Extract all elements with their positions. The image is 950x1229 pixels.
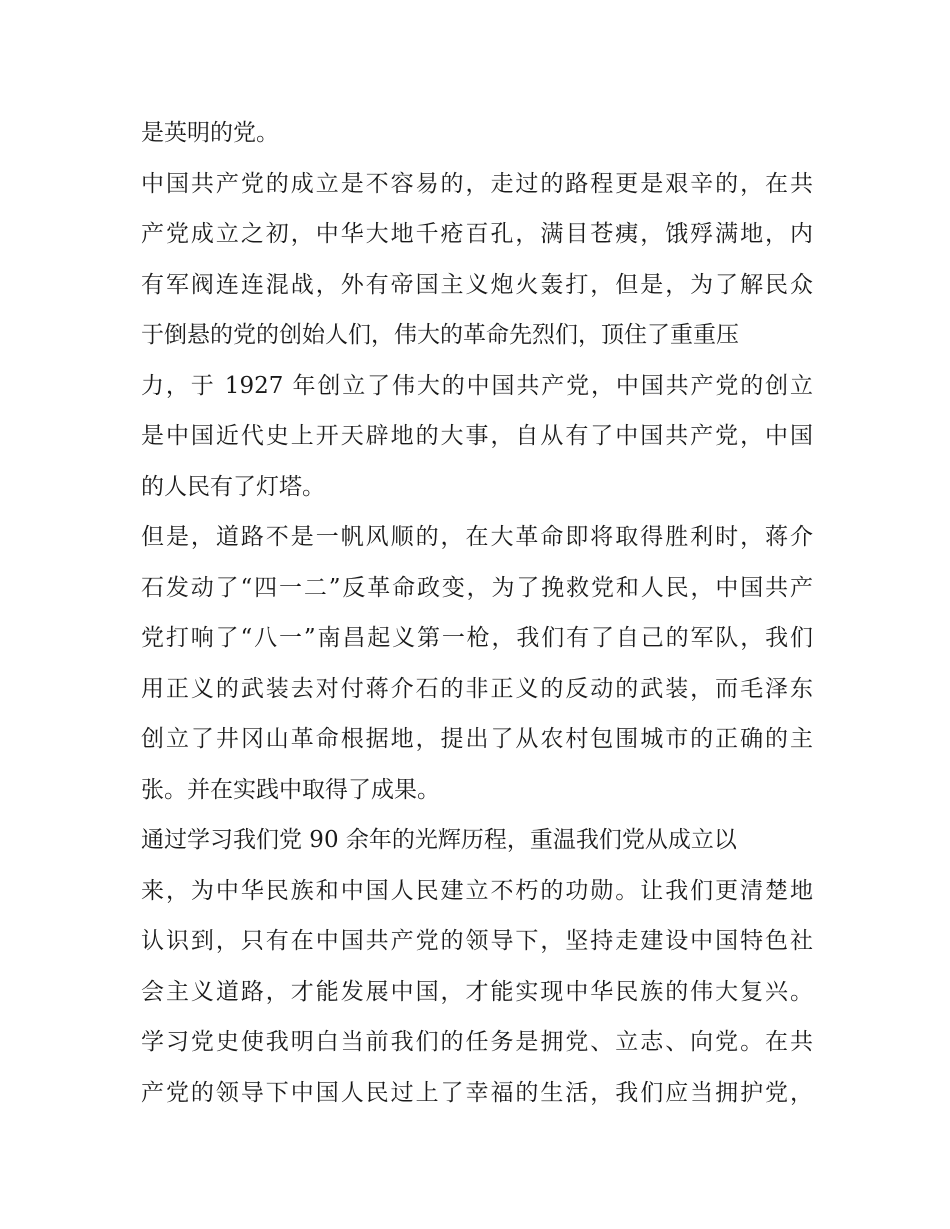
text-line: 通过学习我们党 90 余年的光辉历程，重温我们党从成立以 [141,827,737,853]
text-line: 产党成立之初，中华大地千疮百孔，满目苍痍，饿殍满地，内 [141,221,813,247]
text-line: 于倒悬的党的创始人们，伟大的革命先烈们，顶住了重重压 [141,322,739,348]
text-line: 认识到，只有在中国共产党的领导下，坚持走建设中国特色社 [141,928,813,954]
text-line: 的人民有了灯塔。 [141,473,325,500]
text-line: 来，为中华民族和中国人民建立不朽的功勋。让我们更清楚地 [141,877,813,904]
text-line: 是中国近代史上开天辟地的大事，自从有了中国共产党，中国 [141,423,813,449]
document-body [141,108,813,1118]
text-line: 党打响了“八一”南昌起义第一枪，我们有了自己的军队，我们 [141,625,813,651]
text-line: 石发动了“四一二”反革命政变，为了挽救党和人民，中国共产 [141,574,813,601]
text-line: 产党的领导下中国人民过上了幸福的生活，我们应当拥护党， [141,1079,813,1106]
text-line: 用正义的武装去对付蒋介石的非正义的反动的武装，而毛泽东 [141,675,813,702]
paragraph [141,1017,813,1118]
paragraph [141,108,813,159]
paragraph [141,512,813,815]
text-line: 张。并在实践中取得了成果。 [141,776,440,803]
text-line: 创立了井冈山革命根据地，提出了从农村包围城市的正确的主 [141,726,813,752]
text-line: 力，于 1927 年创立了伟大的中国共产党，中国共产党的创立 [141,372,813,399]
text-line: 有军阀连连混战，外有帝国主义炮火轰打，但是，为了解民众 [141,271,813,298]
text-line: 会主义道路，才能发展中国，才能实现中华民族的伟大复兴。 [141,978,813,1005]
paragraph [141,159,813,513]
text-line: 学习党史使我明白当前我们的任务是拥党、立志、向党。在共 [141,1029,813,1055]
text-line: 但是，道路不是一帆风顺的，在大革命即将取得胜利时，蒋介 [141,524,813,550]
text-line: 是英明的党。 [141,120,279,146]
text-line: 中国共产党的成立是不容易的，走过的路程更是艰辛的，在共 [141,170,813,197]
paragraph [141,815,813,1017]
